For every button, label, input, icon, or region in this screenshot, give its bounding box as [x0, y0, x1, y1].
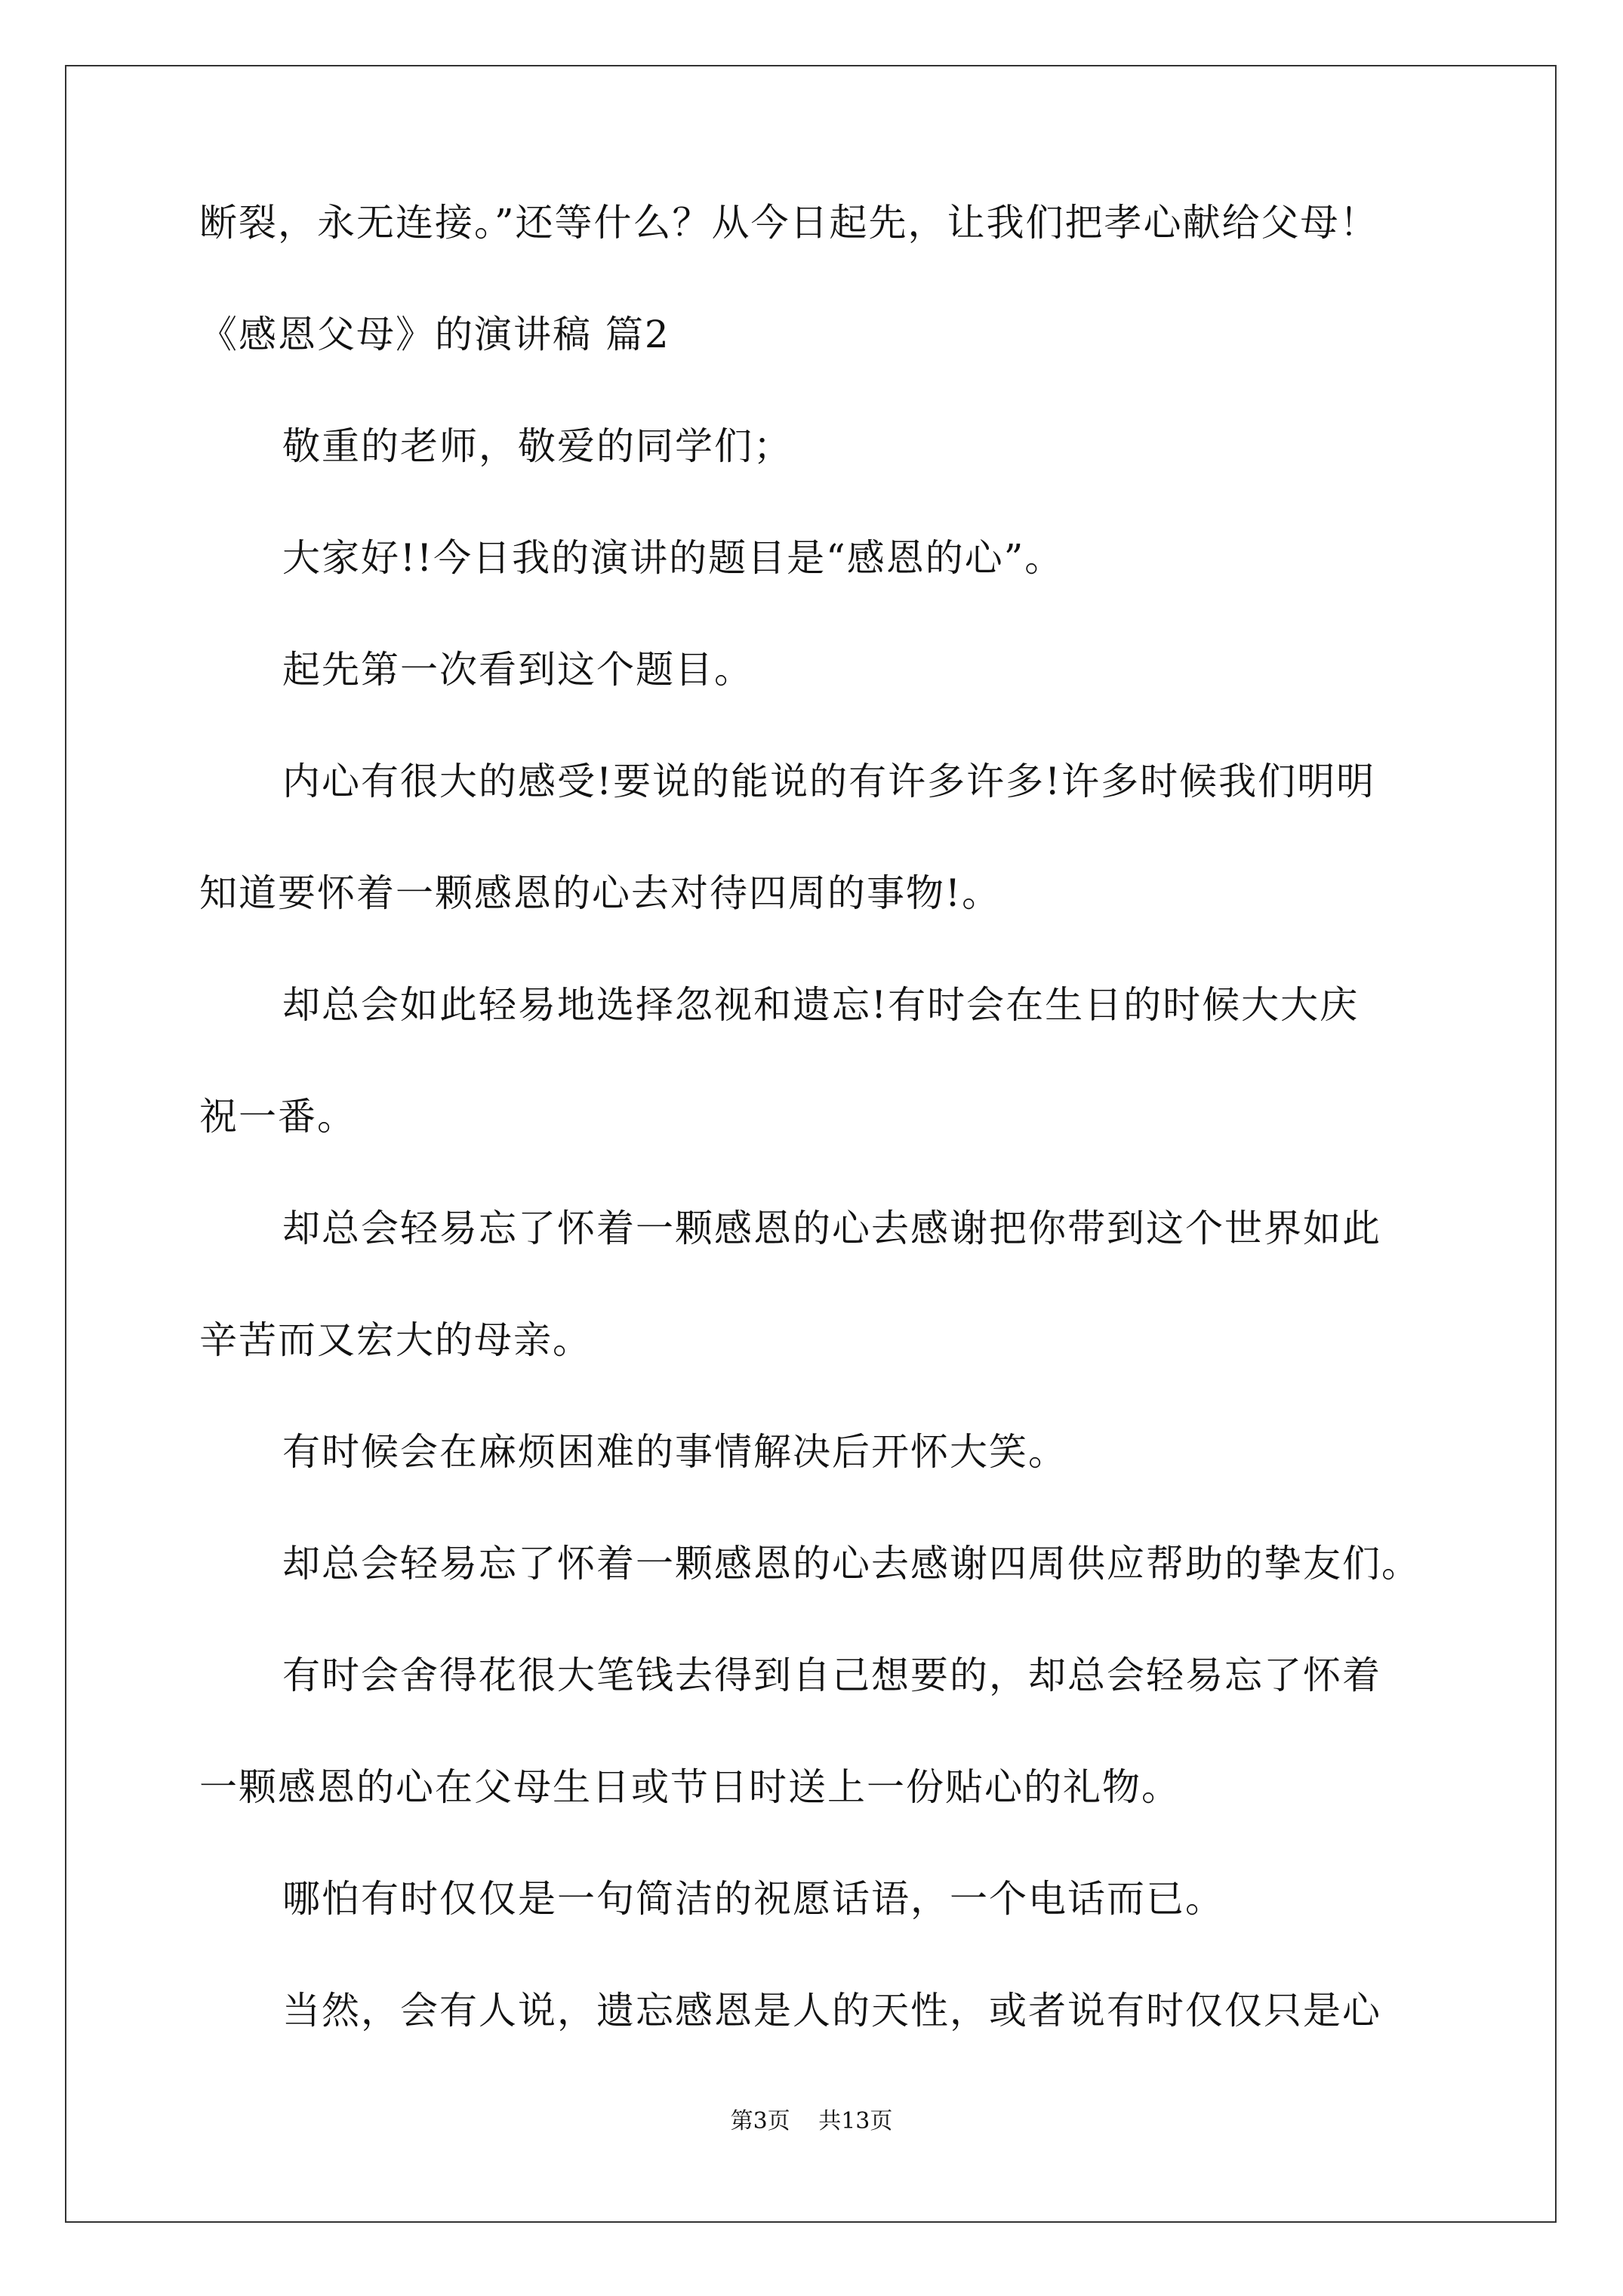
text-line: 当然，会有人说，遗忘感恩是人的天性，或者说有时仅仅只是心: [282, 1989, 1381, 2032]
text-line: 起先第一次看到这个题目。: [282, 648, 753, 692]
text-line: 有时会舍得花很大笔钱去得到自己想要的，却总会轻易忘了怀着: [282, 1653, 1381, 1697]
text-line: 知道要怀着一颗感恩的心去对待四周的事物!。: [199, 871, 1002, 915]
page-total: 共13页: [818, 2108, 893, 2134]
section-heading: 《感恩父母》的演讲稿 篇2: [199, 313, 670, 356]
page-number: 第3页: [730, 2108, 790, 2134]
text-line: 断裂，永无连接。”还等什么？从今日起先，让我们把孝心献给父母！: [199, 201, 1379, 245]
text-line: 却总会如此轻易地选择忽视和遗忘!有时会在生日的时候大大庆: [282, 983, 1360, 1027]
text-line: 大家好!!今日我的演讲的题目是“感恩的心”。: [282, 536, 1064, 580]
text-line: 一颗感恩的心在父母生日或节日时送上一份贴心的礼物。: [199, 1765, 1181, 1809]
text-line: 哪怕有时仅仅是一句简洁的祝愿话语，一个电话而已。: [282, 1877, 1224, 1921]
text-line: 祝一番。: [199, 1095, 356, 1139]
text-line: 内心有很大的感受!要说的能说的有许多许多!许多时候我们明明: [282, 760, 1376, 803]
text-line: 有时候会在麻烦困难的事情解决后开怀大笑。: [282, 1430, 1067, 1474]
text-line: 却总会轻易忘了怀着一颗感恩的心去感谢四周供应帮助的挚友们。: [282, 1542, 1421, 1586]
text-line: 辛苦而又宏大的母亲。: [199, 1318, 592, 1362]
text-line: 却总会轻易忘了怀着一颗感恩的心去感谢把你带到这个世界如此: [282, 1207, 1381, 1250]
page-footer: [0, 2106, 1623, 2137]
text-line: 敬重的老师，敬爱的同学们；: [282, 424, 793, 468]
